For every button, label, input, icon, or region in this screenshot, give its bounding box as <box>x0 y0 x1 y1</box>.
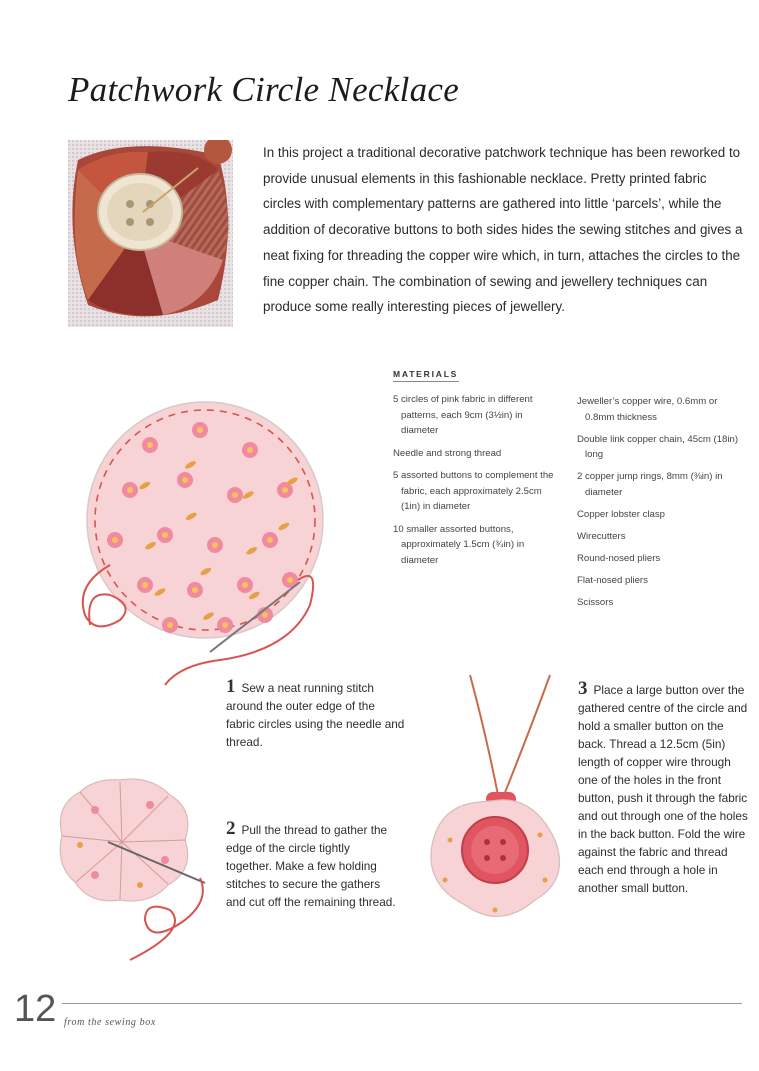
step-3 <box>578 680 748 897</box>
section-name: from the sewing box <box>64 1017 156 1028</box>
materials-list-2 <box>577 394 742 617</box>
page-title: Patchwork Circle Necklace <box>68 70 460 109</box>
step-number: 3 <box>578 678 588 699</box>
material-item: Wirecutters <box>577 530 626 542</box>
material-item: Scissors <box>577 596 614 608</box>
material-item: Jeweller’s copper wire, 0.6mm or 0.8mm thickness <box>577 396 718 423</box>
material-item: Double link copper chain, 45cm (18in) long <box>577 433 739 460</box>
material-item: 2 copper jump rings, 8mm (⅜in) in diameter <box>577 471 723 498</box>
materials-list-1 <box>393 392 558 575</box>
step1-illustration <box>70 390 330 695</box>
step-text: Pull the thread to gather the edge of the circle tightly together. Make a few holding stitches to secure the gathers and cut off the remaining thread. <box>226 823 396 909</box>
material-item: 5 circles of pink fabric in different patterns, each 9cm (3½in) in diameter <box>393 394 533 436</box>
material-item: 10 smaller assorted buttons, approximately 1.5cm (¾in) in diameter <box>393 523 525 566</box>
step-number: 2 <box>226 818 236 839</box>
step-2 <box>226 820 396 911</box>
page-number: 12 <box>14 988 57 1030</box>
step-1 <box>226 678 406 751</box>
intro-paragraph: In this project a traditional decorative patchwork technique has been reworked to provide unusual elements in this fashionable necklace. Pretty printed fabric circles with complementary patterns are gathered into little ‘parcels’, while the addition of decorative buttons to both sides hides the sewing stitches and gives a neat fixing for threading the copper wire which, in turn, attaches the circles to the fine copper chain. The combination of sewing and jewellery techniques can produce some really interesting pieces of jewellery. <box>263 145 743 315</box>
material-item: Copper lobster clasp <box>577 508 665 520</box>
step3-illustration <box>420 670 570 940</box>
step-text: Sew a neat running stitch around the outer edge of the fabric circles using the needle and thread. <box>226 681 405 749</box>
materials-divider <box>393 381 459 382</box>
material-item: Needle and strong thread <box>393 447 502 459</box>
material-item: 5 assorted buttons to complement the fabric, each approximately 2.5cm (1in) in diameter <box>393 470 554 512</box>
materials-heading: MATERIALS <box>393 369 459 379</box>
material-item: Round-nosed pliers <box>577 552 661 564</box>
step-number: 1 <box>226 676 236 697</box>
step2-illustration <box>50 770 220 970</box>
finished-necklace-photo <box>68 140 233 327</box>
step-text: Place a large button over the gathered centre of the circle and hold a smaller button on the back. Thread a 12.5cm (5in) length of copper wire through one of the holes in the front button, push it through the fabric and out through one of the holes in the back button. Fold the wire against the fabric and thread each end through a hole in another small button. <box>578 683 748 895</box>
footer-divider <box>62 1003 742 1004</box>
material-item: Flat-nosed pliers <box>577 574 648 586</box>
